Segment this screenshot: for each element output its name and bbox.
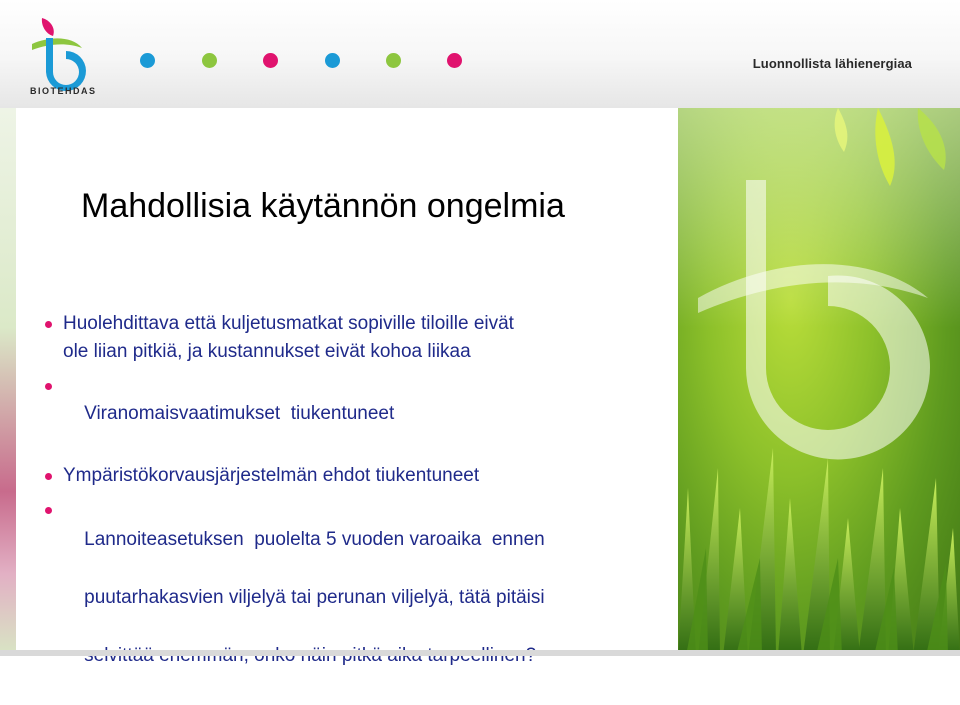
slide-header (0, 0, 960, 108)
dot-blue (325, 53, 340, 68)
left-decorative-strip (0, 108, 16, 656)
slide-title: Mahdollisia käytännön ongelmia (81, 187, 565, 225)
grass-image (678, 108, 960, 656)
bullet-line: puutarhakasvien viljelyä tai perunan viljelyä, tätä pitäisi (84, 587, 545, 608)
bullet-item (44, 462, 664, 490)
dot-pink (447, 53, 462, 68)
bullet-item (44, 372, 664, 456)
bullet-line: Huolehdittava että kuljetusmatkat sopiville tiloille eivät (63, 313, 514, 334)
header-tagline: Luonnollista lähienergiaa (752, 56, 912, 71)
bullet-line: Viranomaisvaatimukset tiukentuneet (84, 403, 395, 424)
logo-wordmark: BIOTEHDAS (30, 86, 97, 96)
dot-pink (263, 53, 278, 68)
dot-green (202, 53, 217, 68)
bullet-line: ole liian pitkiä, ja kustannukset eivät kohoa liikaa (63, 341, 471, 362)
bottom-bar (0, 650, 960, 656)
bullet-item (44, 310, 664, 366)
bullet-item (44, 496, 664, 699)
dot-green (386, 53, 401, 68)
dot-blue (140, 53, 155, 68)
grass-illustration-icon (678, 108, 960, 656)
bullet-list (44, 310, 664, 705)
bullet-line: Ympäristökorvausjärjestelmän ehdot tiukentuneet (63, 465, 480, 486)
bullet-line: Lannoiteasetuksen puolelta 5 vuoden varoaika ennen (84, 529, 545, 550)
